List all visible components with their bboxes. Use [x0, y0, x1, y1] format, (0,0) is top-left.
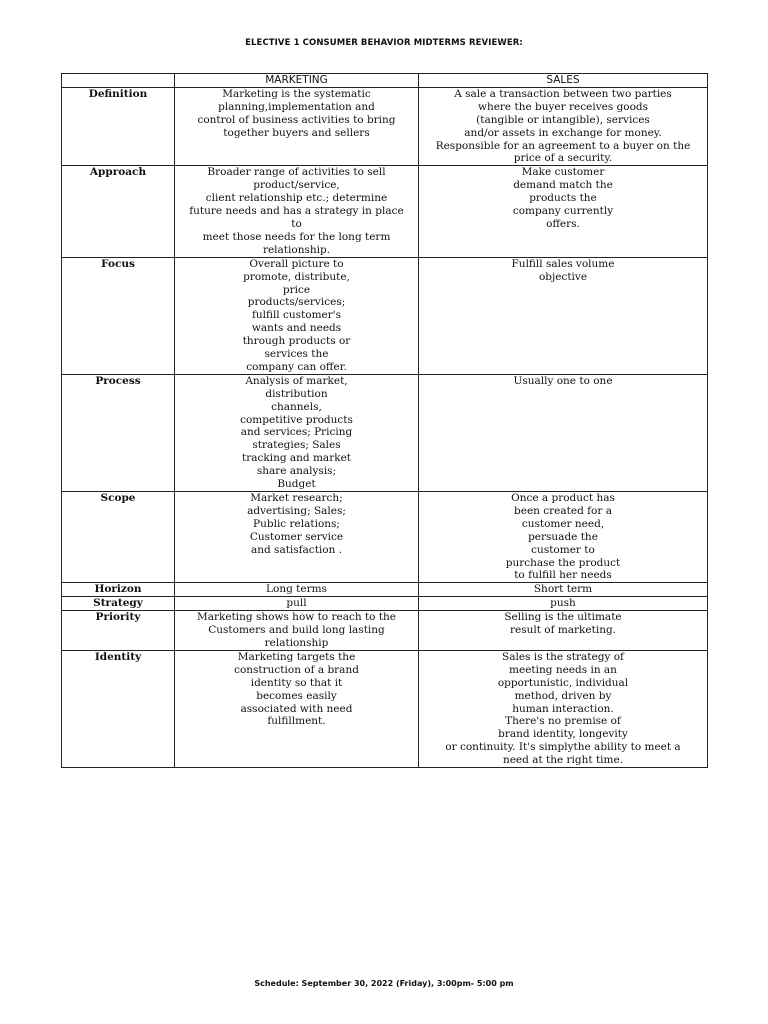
sales-cell: Fulfill sales volume objective	[419, 257, 708, 374]
document-title: ELECTIVE 1 CONSUMER BEHAVIOR MIDTERMS REVIEWER:	[245, 38, 523, 48]
row-label: Priority	[62, 611, 175, 651]
sales-cell: Sales is the strategy of meeting needs in an opportunistic, individual method, driven by human interaction. There's no premise of brand identity, longevity or continuity. It's simplythe ability to meet a need at the right time.	[419, 650, 708, 767]
marketing-cell: pull	[175, 597, 419, 611]
marketing-cell: Overall picture to promote, distribute, price products/services; fulfill customer's wants and needs through products or services the company can offer.	[175, 257, 419, 374]
row-label: Definition	[62, 87, 175, 165]
table-row	[62, 611, 708, 651]
marketing-cell: Marketing shows how to reach to the Customers and build long lasting relationship	[175, 611, 419, 651]
table-row	[62, 492, 708, 583]
sales-cell: Once a product has been created for a customer need, persuade the customer to purchase the product to fulfill her needs	[419, 492, 708, 583]
header-sales: SALES	[419, 74, 708, 88]
row-label: Horizon	[62, 583, 175, 597]
marketing-cell: Broader range of activities to sell product/service, client relationship etc.; determine future needs and has a strategy in place to meet those needs for the long term relationship.	[175, 166, 419, 257]
row-label: Identity	[62, 650, 175, 767]
table-row	[62, 583, 708, 597]
sales-cell: push	[419, 597, 708, 611]
sales-cell: Short term	[419, 583, 708, 597]
marketing-cell: Long terms	[175, 583, 419, 597]
table-row	[62, 650, 708, 767]
sales-cell: Selling is the ultimate result of marketing.	[419, 611, 708, 651]
sales-cell: A sale a transaction between two parties where the buyer receives goods (tangible or intangible), services and/or assets in exchange for money. Responsible for an agreement to a buyer on the price of a security.	[419, 87, 708, 165]
header-blank	[62, 74, 175, 88]
table-row	[62, 166, 708, 257]
marketing-cell: Marketing targets the construction of a brand identity so that it becomes easily associated with need fulfillment.	[175, 650, 419, 767]
row-label: Strategy	[62, 597, 175, 611]
table-header-row	[62, 74, 708, 88]
schedule-footer: Schedule: September 30, 2022 (Friday), 3:00pm- 5:00 pm	[254, 979, 514, 988]
comparison-table	[61, 73, 708, 768]
row-label: Scope	[62, 492, 175, 583]
marketing-cell: Market research; advertising; Sales; Public relations; Customer service and satisfaction .	[175, 492, 419, 583]
marketing-cell: Marketing is the systematic planning,implementation and control of business activities to bring together buyers and sellers	[175, 87, 419, 165]
table-row	[62, 597, 708, 611]
sales-cell: Make customer demand match the products the company currently offers.	[419, 166, 708, 257]
table-row	[62, 374, 708, 491]
row-label: Focus	[62, 257, 175, 374]
table-row	[62, 257, 708, 374]
table-row	[62, 87, 708, 165]
row-label: Approach	[62, 166, 175, 257]
marketing-cell: Analysis of market, distribution channels, competitive products and services; Pricing strategies; Sales tracking and market share analysis; Budget	[175, 374, 419, 491]
row-label: Process	[62, 374, 175, 491]
header-marketing: MARKETING	[175, 74, 419, 88]
sales-cell: Usually one to one	[419, 374, 708, 491]
